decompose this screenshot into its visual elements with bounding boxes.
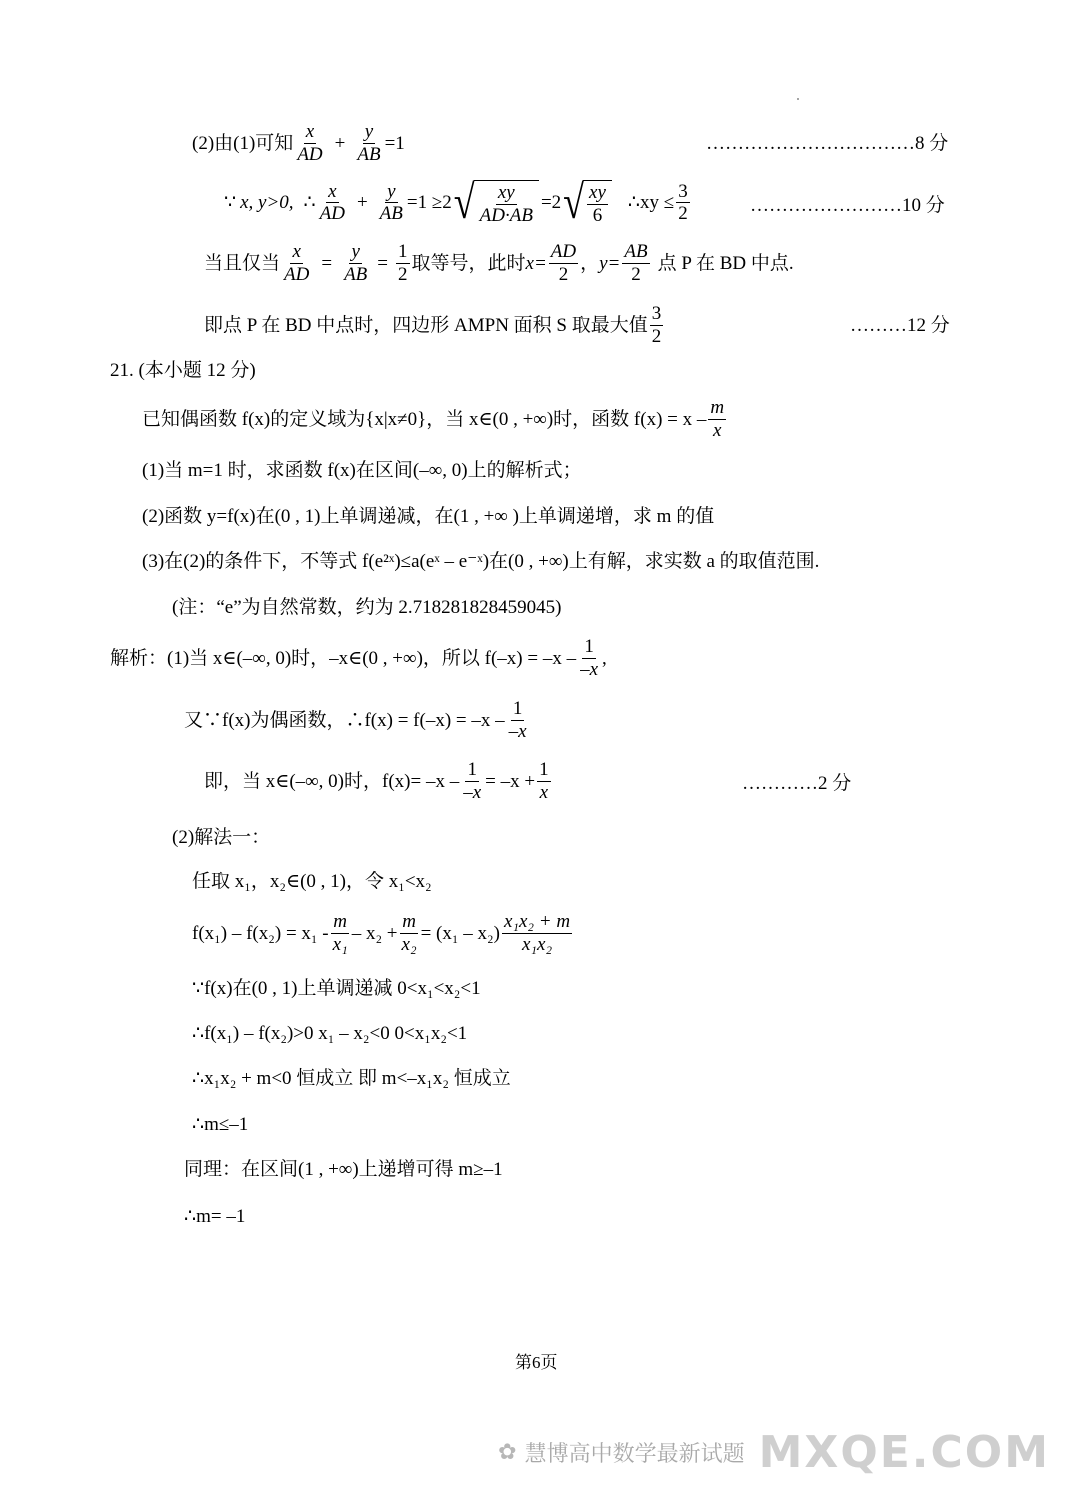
line-p2 (192, 122, 405, 165)
fraction (461, 760, 483, 803)
num: m (402, 911, 416, 932)
fraction (295, 122, 324, 165)
text: (2)由(1)可知 (192, 132, 294, 154)
radical: √ (563, 176, 585, 230)
equals: = (377, 252, 388, 274)
den: AB (379, 203, 403, 225)
line-p2b (224, 176, 692, 230)
text: =1 ≥2 (406, 192, 452, 214)
num: xy (589, 182, 606, 203)
den: 2 (631, 263, 641, 285)
text: 当且仅当 (204, 252, 281, 274)
num: x₁x₂ + m (503, 911, 571, 932)
watermark-text: 慧博高中数学最新试题 (524, 1442, 745, 1467)
fraction (676, 182, 690, 225)
sqrt (453, 176, 539, 230)
text: =1 (384, 132, 405, 154)
page-number: 第6页 (515, 1353, 558, 1372)
fraction (650, 304, 664, 347)
text: y= (599, 252, 621, 274)
text: f(x₁) – f(x₂) = x₁ - (192, 922, 329, 944)
den: 6 (592, 204, 603, 226)
fraction (400, 912, 419, 955)
fraction (537, 760, 551, 803)
q21-part2: (2)函数 y=f(x)在(0 , 1)上单调递减，在(1 , +∞ )上单调递增，求 m 的值 (142, 506, 715, 527)
num: x (328, 180, 337, 202)
text: 即点 P 在 BD 中点时，四边形 AMPN 面积 S 取最大值 (204, 314, 648, 336)
sol-decreasing: ∵f(x)在(0 , 1)上单调递减 0<x₁<x₂<1 (192, 978, 481, 999)
num: 1 (398, 241, 408, 262)
sol-line2 (184, 699, 531, 742)
score-10: ……………………10 分 (750, 195, 945, 216)
fraction (578, 637, 600, 680)
fraction (355, 122, 382, 165)
q21-title: 21. (本小题 12 分) (110, 360, 256, 381)
fraction (342, 242, 369, 285)
den: AB (357, 143, 381, 165)
text: 解析：(1)当 x∈(–∞, 0)时，–x∈(0 , +∞)，所以 f(–x) = –x – (110, 647, 577, 669)
text: , (602, 647, 607, 669)
text: ∴xy ≤ (627, 192, 675, 214)
sol-inequality: ∴f(x₁) – f(x₂)>0 x₁ – x₂<0 0<x₁x₂<1 (192, 1023, 468, 1044)
equals: = (321, 252, 333, 274)
sol-m-le: ∴m≤–1 (192, 1114, 249, 1135)
num: 1 (539, 759, 549, 780)
num: m (710, 397, 725, 418)
den: –x (508, 720, 527, 742)
line-p2c: 当且仅当 $\frac{x}{AD}$ = $\frac{y}{AB}$ = $\frac{1}{2}$ 取等号，此时 x= $\frac{AD}{2}$ ， y= $\frac{AB}{2}$ 点 P 在 BD 中点. (204, 241, 794, 285)
sol-same: 同理：在区间(1 , +∞)上递增可得 m≥–1 (184, 1159, 503, 1180)
text: 又∵f(x)为偶函数，∴f(x) = f(–x) = –x – (184, 709, 505, 731)
text: = –x + (485, 770, 536, 792)
den: –x (580, 658, 599, 680)
q21-intro (142, 398, 728, 441)
text: x= (525, 252, 547, 274)
fraction (331, 912, 350, 955)
fraction (587, 183, 608, 226)
text: 点 P 在 BD 中点. (657, 252, 794, 274)
score-8: ……………………………8 分 (706, 133, 949, 154)
plus: + (334, 132, 346, 154)
sol-line1 (110, 637, 607, 680)
fraction (507, 699, 529, 742)
num: 1 (512, 698, 523, 719)
because-symbol: ∵ (224, 192, 237, 214)
watermark (498, 1427, 1050, 1478)
fraction (378, 182, 405, 225)
den: x (539, 781, 549, 803)
text: =2 (540, 192, 562, 214)
num: 1 (584, 636, 594, 657)
sol-take: 任取 x₁，x₂∈(0 , 1)，令 x₁<x₂ (192, 871, 432, 892)
text: x, y>0, (240, 192, 294, 214)
num: AD (550, 241, 577, 262)
fraction (502, 912, 572, 955)
fraction (622, 242, 649, 285)
wechat-logo-icon: ✿ (498, 1440, 517, 1465)
page-speck (797, 98, 799, 100)
text: 即，当 x∈(–∞, 0)时，f(x)= –x – (204, 770, 460, 792)
num: y (351, 241, 360, 262)
sol-line3 (204, 760, 553, 803)
fraction (549, 242, 578, 285)
radical: √ (453, 176, 475, 230)
line-p2d (204, 304, 665, 347)
den: AB (344, 263, 368, 285)
den: x₁x₂ (521, 933, 553, 955)
sol-method1-title: (2)解法一： (172, 827, 271, 848)
den: AD (297, 143, 323, 165)
den: –x (463, 781, 482, 803)
den: 2 (558, 263, 569, 285)
watermark-site: MXQE.COM (758, 1427, 1050, 1478)
text: – x₂ + (351, 922, 398, 944)
plus: + (356, 192, 368, 214)
den: 2 (398, 263, 408, 285)
q21-part1: (1)当 m=1 时，求函数 f(x)在区间(–∞, 0)上的解析式； (142, 460, 582, 481)
fraction (396, 242, 410, 285)
therefore-symbol: ∴ (303, 192, 316, 214)
text: 取等号，此时 (411, 252, 526, 274)
den: 2 (678, 203, 688, 225)
den: x₁ (332, 933, 348, 955)
den: x (713, 419, 722, 441)
q21-part3: (3)在(2)的条件下，不等式 f(e²ˣ)≤a(eˣ – e⁻ˣ)在(0 , +∞)上有解，求实数 a 的取值范围. (142, 551, 820, 572)
num: y (364, 121, 374, 142)
num: 1 (467, 759, 477, 780)
sqrt (563, 176, 612, 230)
num: x (305, 121, 315, 142)
den: AD (284, 263, 310, 285)
num: x (292, 241, 301, 262)
den: x₂ (401, 933, 417, 955)
fraction (478, 183, 535, 226)
fraction (318, 182, 347, 225)
sol-m-eq: ∴m= –1 (184, 1206, 246, 1227)
num: 3 (651, 303, 662, 324)
den: AD·AB (479, 204, 533, 226)
den: AD (319, 203, 345, 225)
q21-note: (注：“e”为自然常数，约为 2.718281828459045) (172, 597, 562, 618)
score-12: ………12 分 (850, 315, 950, 336)
score-2: …………2 分 (742, 773, 852, 794)
sol-diff (192, 912, 574, 955)
den: 2 (651, 325, 662, 347)
fraction (282, 242, 311, 285)
num: 3 (678, 180, 688, 202)
num: xy (497, 182, 515, 203)
text: 已知偶函数 f(x)的定义域为{x|x≠0}，当 x∈(0 , +∞)时，函数 f(x) = x – (142, 408, 707, 430)
fraction (708, 398, 726, 441)
sol-hold: ∴x₁x₂ + m<0 恒成立 即 m<–x₁x₂ 恒成立 (192, 1068, 511, 1089)
text: = (x₁ – x₂) (420, 922, 500, 944)
num: m (333, 911, 348, 932)
num: y (387, 180, 396, 202)
num: AB (624, 241, 648, 262)
